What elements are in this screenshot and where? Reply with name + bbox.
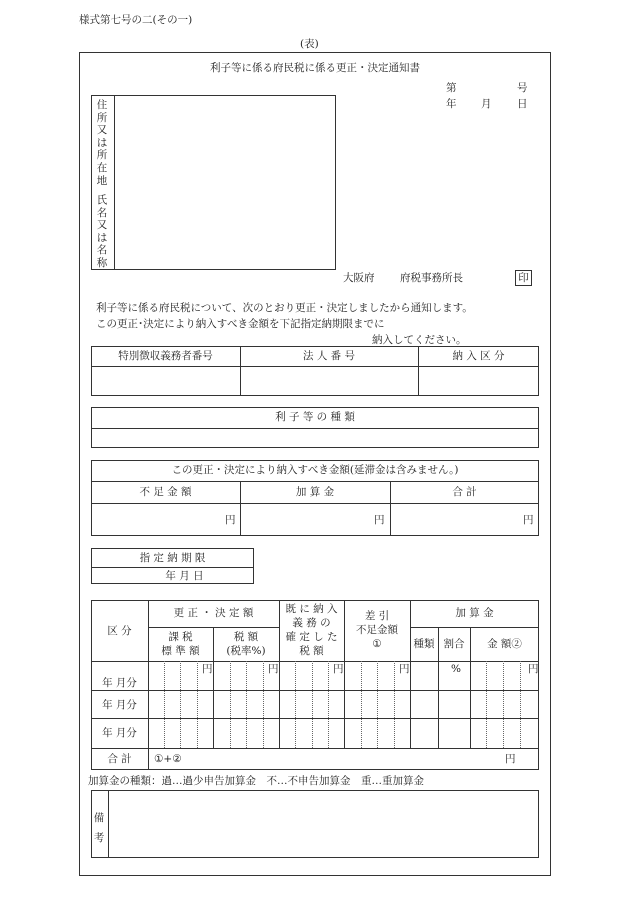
detail-zeigaku-1: 税 額 bbox=[233, 631, 259, 643]
detail-yen-zeigaku: 円 bbox=[268, 663, 279, 675]
deadline-label: 指 定 納 期 限 bbox=[139, 552, 206, 564]
id-cell-nounyu[interactable] bbox=[419, 367, 538, 395]
notice-line2: この更正･決定により納入すべき金額を下記指定納期限までに bbox=[96, 318, 385, 330]
detail-kazei-2: 標 準 額 bbox=[161, 645, 200, 657]
detail-kiki-2: 義 務 の bbox=[292, 617, 331, 629]
detail-zeigaku-2: (税率%) bbox=[226, 645, 266, 657]
detail-total-label: 合 計 bbox=[107, 753, 132, 765]
remarks-field[interactable] bbox=[109, 791, 538, 857]
payment-cell-fusoku[interactable] bbox=[92, 504, 222, 535]
detail-yen-kasan: 円 bbox=[528, 663, 539, 675]
detail-pct: % bbox=[451, 663, 461, 675]
detail-kiki-4: 税 額 bbox=[299, 645, 324, 657]
id-col-tokubetsu: 特別徴収義務者番号 bbox=[118, 350, 213, 362]
notice-line1: 利子等に係る府民税について、次のとおり更正・決定しましたから通知します。 bbox=[96, 302, 473, 314]
detail-kubun: 区 分 bbox=[107, 625, 132, 637]
issuer-pref: 大阪府 bbox=[343, 272, 375, 284]
detail-yen-kiki: 円 bbox=[333, 663, 344, 675]
payment-cell-goukei[interactable] bbox=[391, 504, 521, 535]
detail-row-2: 年 月分 bbox=[102, 699, 137, 711]
payment-yen-1: 円 bbox=[225, 514, 236, 526]
date-hi: 日 bbox=[517, 98, 528, 110]
date-nen: 年 bbox=[446, 98, 457, 110]
detail-total-formula: ①+② bbox=[154, 753, 182, 765]
detail-kiki-3: 確 定 し た bbox=[285, 631, 338, 643]
name-label: 氏 名 又 は 名 称 bbox=[96, 194, 108, 269]
kasankin-legend: 加算金の種類：過…過少申告加算金 不…不申告加算金 重…重加算金 bbox=[88, 775, 424, 787]
form-title: 利子等に係る府民税に係る更正・決定通知書 bbox=[210, 62, 420, 74]
detail-yen-kazei: 円 bbox=[202, 663, 213, 675]
id-cell-tokubetsu[interactable] bbox=[92, 367, 239, 395]
detail-row-1: 年 月分 bbox=[102, 677, 137, 689]
number-dai: 第 bbox=[446, 82, 457, 94]
seal-box: 印 bbox=[515, 270, 532, 286]
detail-sashihiki-1: 差 引 bbox=[364, 610, 390, 622]
notice-line3: 納入してください。 bbox=[372, 334, 467, 346]
issuer-office: 府税事務所長 bbox=[400, 272, 463, 284]
detail-sashihiki-2: 不足金額 bbox=[356, 624, 398, 636]
remarks-label: 備 考 bbox=[93, 812, 105, 844]
payment-yen-3: 円 bbox=[523, 514, 534, 526]
detail-wariai: 割合 bbox=[443, 638, 465, 650]
payment-col-goukei: 合 計 bbox=[452, 486, 477, 498]
address-label: 住 所 又 は 所 在 地 bbox=[96, 99, 108, 187]
payment-yen-2: 円 bbox=[374, 514, 385, 526]
detail-kingaku2: 金 額② bbox=[487, 638, 522, 650]
payment-col-kasan: 加 算 金 bbox=[295, 486, 335, 498]
interest-type-cell[interactable] bbox=[92, 429, 538, 447]
interest-type-label: 利 子 等 の 種 類 bbox=[275, 411, 355, 423]
detail-sashihiki-3: ① bbox=[372, 638, 382, 650]
id-col-houjin: 法 人 番 号 bbox=[302, 350, 355, 362]
detail-total-yen: 円 bbox=[505, 753, 516, 765]
deadline-date[interactable]: 年 月 日 bbox=[165, 570, 204, 582]
number-go: 号 bbox=[517, 82, 528, 94]
detail-kazei-1: 課 税 bbox=[168, 631, 193, 643]
id-cell-houjin[interactable] bbox=[241, 367, 417, 395]
payment-cell-kasan[interactable] bbox=[241, 504, 371, 535]
detail-yen-sashihiki: 円 bbox=[399, 663, 410, 675]
payment-col-fusoku: 不 足 金 額 bbox=[139, 486, 192, 498]
payment-title: この更正・決定により納入すべき金額(延滞金は含みません。) bbox=[171, 464, 459, 476]
side-label: (表) bbox=[300, 38, 319, 50]
address-name-box[interactable] bbox=[91, 95, 336, 270]
detail-shurui: 種類 bbox=[413, 638, 435, 650]
detail-kousei: 更 正 ・ 決 定 額 bbox=[173, 607, 254, 619]
id-col-nounyu: 納 入 区 分 bbox=[452, 350, 505, 362]
detail-row-3: 年 月分 bbox=[102, 727, 137, 739]
detail-kiki-1: 既 に 納 入 bbox=[285, 603, 338, 615]
date-tsuki: 月 bbox=[481, 98, 492, 110]
detail-kasan: 加 算 金 bbox=[455, 607, 494, 619]
form-id: 様式第七号の二(その一) bbox=[79, 14, 193, 26]
